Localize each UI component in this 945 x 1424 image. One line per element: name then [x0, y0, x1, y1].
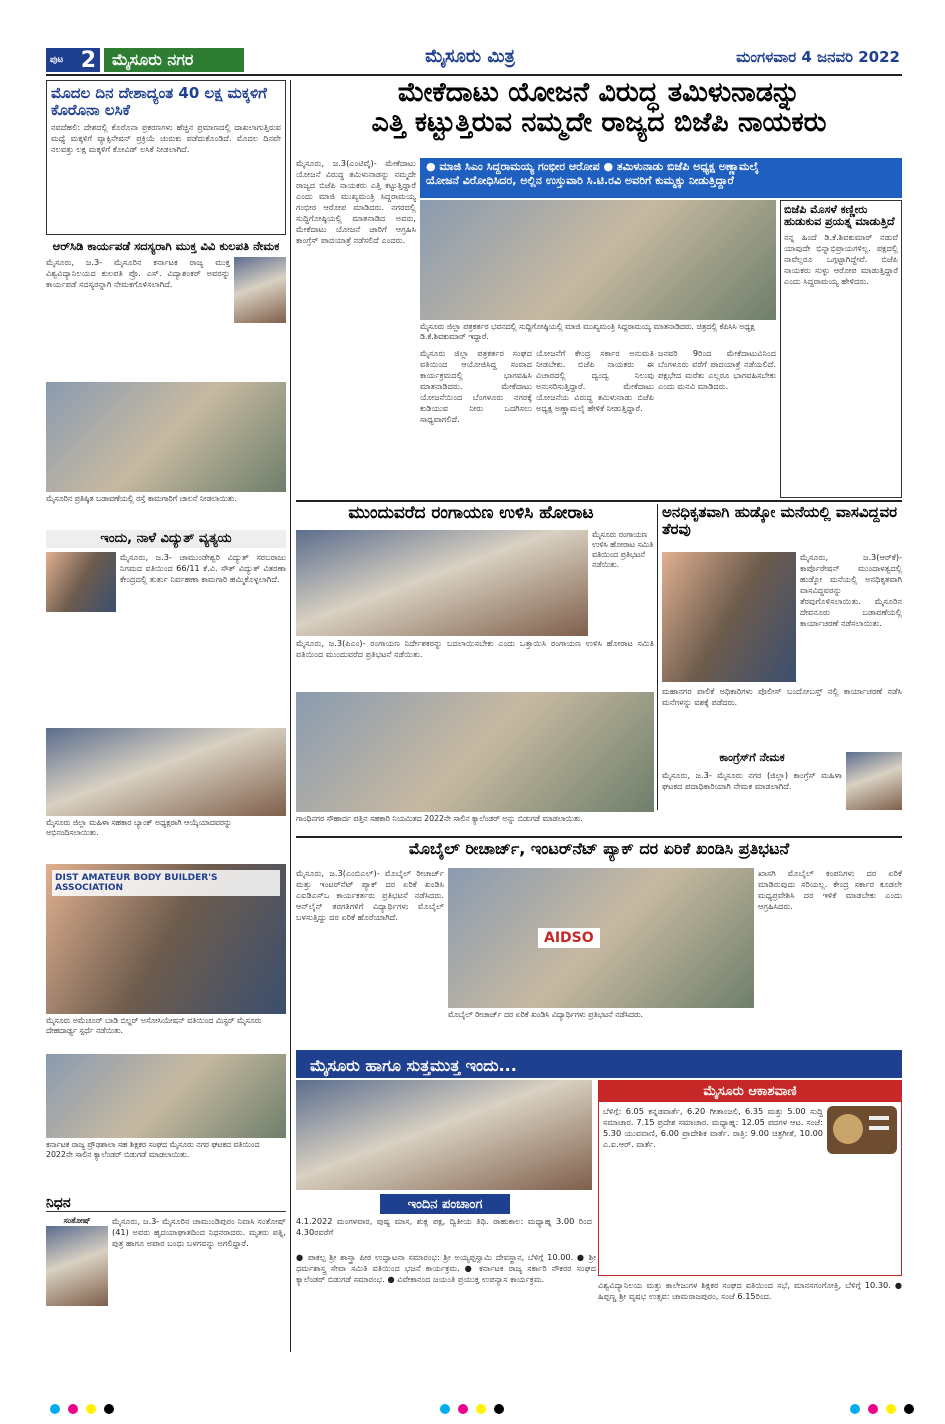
radio-icon	[827, 1106, 897, 1154]
page-label: ಪುಟ	[50, 55, 64, 65]
calendar-release-photo	[46, 1054, 286, 1138]
photo-caption: ಮೊಬೈಲ್ ರೀಚಾರ್ಜ್ ದರ ಏರಿಕೆ ಖಂಡಿಸಿ ವಿದ್ಯಾರ್ಥಿಗಳು ಪ್ರತಿಭಟನೆ ನಡೆಸಿದರು.	[448, 1010, 644, 1019]
side-quote-title: ಬಿಜೆಪಿ ಮೊಸಳೆ ಕಣ್ಣೀರು ಹುಡುಕುವ ಪ್ರಯತ್ನ ಮಾಡುತ್ತಿದೆ	[784, 203, 895, 229]
bodybuilding-photo	[46, 864, 286, 1014]
color-registration-marks	[850, 1404, 914, 1414]
lead-body-col4: ಜನವರಿ 9ರಿಂದ ಮೇಕೆದಾಟುವಿನಿಂದ ಬೆಂಗಳೂರು ವರೆಗೆ ಪಾದಯಾತ್ರೆ ನಡೆಯಲಿದೆ. ಪಕ್ಷಭೇದ ಮರೆತು ಎಲ್ಲರೂ ಭಾಗವಹಿಸಬೇಕು ಎಂದು ಮನವಿ ಮಾಡಿದರು.	[658, 348, 776, 391]
lead-headline-line1: ಮೇಕೆದಾಟು ಯೋಜನೆ ವಿರುದ್ಧ ತಮಿಳುನಾಡನ್ನು	[397, 78, 801, 108]
lead-headline-line2: ಎತ್ತಿ ಕಟ್ಟುತ್ತಿರುವ ನಮ್ಮದೇ ರಾಜ್ಯದ ಬಿಜೆಪಿ ನಾಯಕರು	[371, 106, 827, 138]
congress-appointment-title: ಕಾಂಗ್ರೆಸ್‌ಗೆ ನೇಮಕ	[719, 752, 785, 764]
mysore-palace-photo	[296, 1080, 592, 1190]
photo-caption: ಕರ್ನಾಟಕ ರಾಜ್ಯ ಪ್ರೌಢಶಾಲಾ ಸಹ ಶಿಕ್ಷಕರ ಸಂಘದ ಮೈಸೂರು ನಗರ ಘಟಕದ ವತಿಯಿಂದ 2022ನೇ ಸಾಲಿನ ಕ್ಯಾಲೆಂಡರ್ ಬಿಡುಗಡೆ ಮಾಡಲಾಯಿತು.	[46, 1140, 260, 1159]
event-banner-text: DIST AMATEUR BODY BUILDER'S ASSOCIATION	[52, 870, 280, 896]
panchanga-title: ಇಂದಿನ ಪಂಚಾಂಗ	[380, 1194, 510, 1214]
protest-sign-text: AIDSO	[538, 928, 600, 948]
akashavani-title: ಮೈಸೂರು ಆಕಾಶವಾಣಿ	[599, 1081, 901, 1102]
lead-body-col1: ಮೈಸೂರು, ಜ.3(ಎಂಟಿವೈ)- ಮೇಕೆದಾಟು ಯೋಜನೆ ವಿರುದ್ಧ ತಮಿಳುನಾಡನ್ನು ನಮ್ಮದೇ ರಾಜ್ಯದ ಬಿಜೆಪಿ ನಾಯಕರು ಎತ್ತಿ ಕಟ್ಟುತ್ತಿದ್ದಾರೆ ಎಂದು ಮಾಜಿ ಮುಖ್ಯಮಂತ್ರಿ ಸಿದ್ದರಾಮಯ್ಯ ಗಂಭೀರ ಆರೋಪ ಮಾಡಿದರು. ನಗರದಲ್ಲಿ ಸುದ್ದಿಗೋಷ್ಠಿಯಲ್ಲಿ ಮಾತನಾಡಿದ ಅವರು, ಮೇಕೆದಾಟು ಯೋಜನೆ ಜಾರಿಗೆ ಆಗ್ರಹಿಸಿ ಕಾಂಗ್ರೆಸ್ ಪಾದಯಾತ್ರೆ ನಡೆಸಲಿದೆ ಎಂದರು.	[296, 158, 416, 245]
eviction-photo	[662, 552, 796, 682]
issue-date: ಮಂಗಳವಾರ 4 ಜನವರಿ 2022	[736, 48, 900, 66]
mobile-body-right: ಖಾಸಗಿ ಮೊಬೈಲ್ ಕಂಪನಿಗಳು ದರ ಏರಿಕೆ ಮಾಡಿರುವುದು ಸರಿಯಲ್ಲ. ಕೇಂದ್ರ ಸರ್ಕಾರ ಕೂಡಲೇ ಮಧ್ಯಪ್ರವೇಶಿಸಿ ದರ ಇಳಿಕೆ ಮಾಡಬೇಕು ಎಂದು ಆಗ್ರಹಿಸಿದರು.	[758, 868, 902, 911]
article-title: ಮೊದಲ ದಿನ ದೇಶಾದ್ಯಂತ 40 ಲಕ್ಷ ಮಕ್ಕಳಿಗೆ ಕೊರೊನಾ ಲಸಿಕೆ	[51, 84, 267, 119]
page-number: 2	[80, 48, 96, 72]
photo-caption: ಮೈಸೂರು ಜಿಲ್ಲಾ ಮಹಿಳಾ ಸಹಕಾರ ಬ್ಯಾಂಕ್ ಅಧ್ಯಕ್ಷರಾಗಿ ಆಯ್ಕೆಯಾದವರನ್ನು ಅಭಿನಂದಿಸಲಾಯಿತು.	[46, 818, 232, 837]
rangayana-side-caption: ಮೈಸೂರು ರಂಗಾಯಣ ಉಳಿಸಿ ಹೋರಾಟ ಸಮಿತಿ ವತಿಯಿಂದ ಪ್ರತಿಭಟನೆ ನಡೆಯಿತು.	[592, 530, 654, 569]
section-name: ಮೈಸೂರು ನಗರ	[104, 48, 244, 72]
article-covid-vaccine	[46, 80, 286, 235]
rangayana-body: ಮೈಸೂರು, ಜ.3(ಪಿಎಂ)- ರಂಗಾಯಣ ನಿರ್ದೇಶಕರನ್ನು ಬದಲಾಯಿಸಬೇಕು ಎಂದು ಒತ್ತಾಯಿಸಿ ರಂಗಾಯಣ ಉಳಿಸಿ ಹೋರಾಟ ಸಮಿತಿ ವತಿಯಿಂದ ಮುಂದುವರೆದ ಪ್ರತಿಭಟನೆ ನಡೆಯಿತು.	[296, 638, 654, 659]
mobile-recharge-headline: ಮೊಬೈಲ್ ರೀಚಾರ್ಜ್, ಇಂಟರ್‌ನೆಟ್ ಪ್ಯಾಕ್ ದರ ಏರಿಕೆ ಖಂಡಿಸಿ ಪ್ರತಿಭಟನೆ	[408, 840, 790, 858]
rangayana-protest-photo	[296, 530, 588, 636]
rangayana-headline: ಮುಂದುವರೆದ ರಂಗಾಯಣ ಉಳಿಸಿ ಹೋರಾಟ	[348, 504, 594, 523]
today-banner: ಮೈಸೂರು ಹಾಗೂ ಸುತ್ತಮುತ್ತ ಇಂದು...	[296, 1050, 902, 1078]
lead-headline	[296, 78, 902, 156]
right-events: ವಿಶ್ವವಿದ್ಯಾನಿಲಯ ಮತ್ತು ಕಾಲೇಜುಗಳ ಶಿಕ್ಷಕರ ಸಂಘದ ವತಿಯಿಂದ ಸಭೆ, ಮಾನಸಗಂಗೋತ್ರಿ, ಬೆಳಿಗ್ಗೆ 10.30. ● ಹಿಪ್ಪಣ್ಣ ಶ್ರೀ ವೃಷಭ ಉತ್ಸವ: ಚಾಮರಾಜಪುರಂ, ಸಂಜೆ 6.15ರಿಂದ.	[598, 1280, 902, 1301]
article-power-cut	[46, 530, 286, 720]
obituary	[46, 1196, 286, 1352]
akashavani-box	[598, 1080, 902, 1276]
road-work-photo	[46, 382, 286, 492]
events-list: ● ಪಾಕಲ್ಪ ಶ್ರೀ ಶಾಸ್ತ್ರಾ ಪೀಠ ಉದ್ಘಾಟನಾ ಸಮಾರಂಭ: ಶ್ರೀ ಅಯ್ಯಪ್ಪಸ್ವಾಮಿ ದೇವಸ್ಥಾನ, ಬೆಳಿಗ್ಗೆ 10.00. ● ಶ್ರೀ ಧರ್ಮಶಾಸ್ತ್ರ ಸೇವಾ ಸಮಿತಿ ವತಿಯಿಂದ ಭಜನೆ ಕಾರ್ಯಕ್ರಮ. ● ಕರ್ನಾಟಕ ರಾಜ್ಯ ಸರ್ಕಾರಿ ನೌಕರರ ಸಂಘದ ಕ್ಯಾಲೆಂಡರ್ ಬಿಡುಗಡೆ ಸಮಾರಂಭ. ● ವಿವೇಕಾನಂದ ಜಯಂತಿ ಪ್ರಯುಕ್ತ ಉಪನ್ಯಾಸ ಕಾರ್ಯಕ್ರಮ.	[296, 1252, 596, 1284]
article-title: ಆರ್‌ಸಿಡಿ ಕಾರ್ಯಪಡೆ ಸದಸ್ಯರಾಗಿ ಮುಕ್ತ ವಿವಿ ಕುಲಪತಿ ನೇಮಕ	[52, 240, 280, 253]
mobile-body-left: ಮೈಸೂರು, ಜ.3(ಎಂಬಿಎಲ್)- ಮೊಬೈಲ್ ರೀಚಾರ್ಜ್ ಮತ್ತು ಇಂಟರ್‌ನೆಟ್ ಪ್ಯಾಕ್ ದರ ಏರಿಕೆ ಖಂಡಿಸಿ ಎಐಡಿಎಸ್‌ಒ ಕಾರ್ಯಕರ್ತರು ಪ್ರತಿಭಟನೆ ನಡೆಸಿದರು. ಆನ್‌ಲೈನ್ ತರಗತಿಗಳಿಗೆ ವಿದ್ಯಾರ್ಥಿಗಳು ಮೊಬೈಲ್ ಬಳಸುತ್ತಿದ್ದು ದರ ಏರಿಕೆ ಹೊರೆಯಾಗಿದೆ.	[296, 868, 444, 922]
photo-caption: ಮೈಸೂರಿನ ಪ್ರತಿಷ್ಠಿತ ಬಡಾವಣೆಯಲ್ಲಿ ರಸ್ತೆ ಕಾಮಗಾರಿಗೆ ಚಾಲನೆ ನೀಡಲಾಯಿತು.	[46, 494, 237, 503]
lead-body-col2: ಮೈಸೂರು ಜಿಲ್ಲಾ ಪತ್ರಕರ್ತರ ಸಂಘದ ವತಿಯಿಂದ ಆಯೋಜಿಸಿದ್ದ ಸಂವಾದ ಕಾರ್ಯಕ್ರಮದಲ್ಲಿ ಭಾಗವಹಿಸಿ ಮಾತನಾಡಿದರು. ಮೇಕೆದಾಟು ಯೋಜನೆಯಿಂದ ಬೆಂಗಳೂರು ನಗರಕ್ಕೆ ಕುಡಿಯುವ ನೀರು ಒದಗಿಸಲು ಸಾಧ್ಯವಾಗಲಿದೆ.	[420, 348, 532, 424]
side-quote-box	[780, 200, 902, 498]
illegal-occupants-body: ಮೈಸೂರು, ಜ.3(ಆರ್‌ಕೆ)- ಕಾರ್ಪೊರೇಷನ್ ಮುಂದಾಳತ್ವದಲ್ಲಿ ಹುಡ್ಕೋ ಮನೆಯಲ್ಲಿ ಅನಧಿಕೃತವಾಗಿ ವಾಸವಿದ್ದವರನ್ನು ತೆರವುಗೊಳಿಸಲಾಯಿತು. ಮೈಸೂರಿನ ದೇವನೂರು ಬಡಾವಣೆಯಲ್ಲಿ ಕಾರ್ಯಾಚರಣೆ ನಡೆಸಲಾಯಿತು.	[800, 552, 902, 628]
color-registration-marks	[50, 1404, 114, 1414]
press-meet-photo	[420, 200, 776, 320]
akashavani-schedule: ಬೆಳಿಗ್ಗೆ: 6.05 ಕನ್ನಡವಾರ್ತೆ, 6.20 ಗೀತಾಂಜಲಿ, 6.35 ಮತ್ತು 5.00 ಸುದ್ದಿ ಸಮಾಚಾರ. 7.15 ಪ್ರದೇಶ ಸಮಾಚಾರ. ಮಧ್ಯಾಹ್ನ: 12.05 ಪದಗಳ ಆಟ. ಸಂಜೆ: 5.30 ಯುವವಾಣಿ, 6.00 ಪ್ರಾದೇಶಿಕ ವಾರ್ತೆ. ರಾತ್ರಿ: 9.00 ಚಿತ್ರಗೀತೆ, 10.00 ಎ.ಐ.ಆರ್. ವಾರ್ತೆ.	[603, 1106, 823, 1149]
article-body: ಮೈಸೂರು, ಜ.3- ಮೈಸೂರಿನ ಕರ್ನಾಟಕ ರಾಜ್ಯ ಮುಕ್ತ ವಿಶ್ವವಿದ್ಯಾನಿಲಯದ ಕುಲಪತಿ ಪ್ರೊ. ಎಸ್. ವಿದ್ಯಾಶಂಕರ್ ಅವರನ್ನು ಕಾರ್ಯಪಡೆ ಸದಸ್ಯರನ್ನಾಗಿ ನೇಮಕಗೊಳಿಸಲಾಗಿದೆ.	[46, 256, 230, 289]
bank-felicitation-photo	[46, 728, 286, 816]
obituary-portrait	[46, 1226, 108, 1306]
calendar-release-photo-2	[296, 692, 654, 812]
panchanga-body: 4.1.2022 ಮಂಗಳವಾರ, ಪುಷ್ಯ ಮಾಸ, ಶುಕ್ಲ ಪಕ್ಷ, ದ್ವಿತೀಯ ತಿಥಿ. ರಾಹುಕಾಲ: ಮಧ್ಯಾಹ್ನ 3.00 ರಿಂದ 4.30ರವರೆಗೆ	[296, 1216, 592, 1237]
obituary-name: ಸಂತೋಷ್	[63, 1216, 91, 1226]
illegal-occupants-body-2: ಮಹಾನಗರ ಪಾಲಿಕೆ ಅಧಿಕಾರಿಗಳು ಪೊಲೀಸ್ ಬಂದೋಬಸ್ತ್ ನಲ್ಲಿ ಕಾರ್ಯಾಚರಣೆ ನಡೆಸಿ ಮನೆಗಳನ್ನು ವಶಕ್ಕೆ ಪಡೆದರು.	[662, 686, 902, 707]
page-number-tag	[46, 48, 100, 72]
photo-caption: ಗಾಂಧಿನಗರ ಸೌಹಾರ್ದ ಪತ್ತಿನ ಸಹಕಾರಿ ನಿಯಮಿತದ 2022ನೇ ಸಾಲಿನ ಕ್ಯಾಲೆಂಡರ್ ಅನ್ನು ಬಿಡುಗಡೆ ಮಾಡಲಾಯಿತು.	[296, 814, 583, 823]
lead-body-col3: ಯೋಜನೆಗೆ ಕೇಂದ್ರ ಸರ್ಕಾರ ಅನುಮತಿ ನೀಡಬೇಕು. ಬಿಜೆಪಿ ನಾಯಕರು ಈ ವಿಚಾರದಲ್ಲಿ ದ್ವಂದ್ವ ನಿಲುವು ಅನುಸರಿಸುತ್ತಿದ್ದಾರೆ. ಮೇಕೆದಾಟು ಯೋಜನೆಯ ವಿರುದ್ಧ ತಮಿಳುನಾಡು ಬಿಜೆಪಿ ಅಧ್ಯಕ್ಷ ಅಣ್ಣಾಮಲೈ ಹೇಳಿಕೆ ನೀಡುತ್ತಿದ್ದಾರೆ.	[536, 348, 654, 413]
portrait-photo	[234, 257, 286, 323]
article-rcd-taskforce	[46, 240, 286, 380]
article-body: ಮೈಸೂರು, ಜ.3- ಚಾಮುಂಡೇಶ್ವರಿ ವಿದ್ಯುತ್ ಸರಬರಾಜು ನಿಗಮದ ವತಿಯಿಂದ 66/11 ಕೆ.ವಿ. ಸೌತ್ ವಿದ್ಯುತ್ ವಿತರಣಾ ಕೇಂದ್ರದಲ್ಲಿ ತುರ್ತು ನಿರ್ವಹಣಾ ಕಾಮಗಾರಿ ಹಮ್ಮಿಕೊಳ್ಳಲಾಗಿದೆ.	[120, 552, 286, 585]
photo-caption: ಮೈಸೂರು ಅಮೆಚೂರ್ ಬಾಡಿ ಬಿಲ್ಡರ್ ಅಸೋಸಿಯೇಷನ್ ವತಿಯಿಂದ ಮಿಸ್ಟರ್ ಮೈಸೂರು ದೇಹದಾರ್ಢ್ಯ ಸ್ಪರ್ಧೆ ನಡೆಯಿತು.	[46, 1016, 262, 1035]
article-title: ಇಂದು, ನಾಳೆ ವಿದ್ಯುತ್ ವ್ಯತ್ಯಯ	[46, 530, 286, 548]
lead-subhead-line1: ● ಮಾಜಿ ಸಿಎಂ ಸಿದ್ದರಾಮಯ್ಯ ಗಂಭೀರ ಆರೋಪ ● ತಮಿಳುನಾಡು ಬಿಜೆಪಿ ಅಧ್ಯಕ್ಷ ಅಣ್ಣಾಮಲೈ	[426, 160, 759, 173]
appointee-portrait	[846, 752, 902, 810]
power-tower-photo	[46, 552, 116, 612]
obituary-title: ನಿಧನ	[46, 1196, 286, 1212]
illegal-occupants-headline: ಅನಧಿಕೃತವಾಗಿ ಹುಡ್ಕೋ ಮನೆಯಲ್ಲಿ ವಾಸವಿದ್ದವರ ತೆರವು	[662, 504, 898, 538]
newspaper-masthead: ಮೈಸೂರು ಮಿತ್ರ	[425, 46, 515, 67]
color-registration-marks	[440, 1404, 504, 1414]
obituary-body: ಮೈಸೂರು, ಜ.3- ಮೈಸೂರಿನ ಚಾಮುಂಡಿಪುರಂ ನಿವಾಸಿ ಸಂತೋಷ್ (41) ಅವರು ಹೃದಯಾಘಾತದಿಂದ ನಿಧನರಾದರು. ಮೃತರು ಪತ್ನಿ, ಪುತ್ರ ಹಾಗೂ ಅಪಾರ ಬಂಧು ಬಳಗವನ್ನು ಅಗಲಿದ್ದಾರೆ.	[112, 1216, 286, 1249]
lead-subhead-band	[420, 158, 902, 198]
side-quote-body: ನನ್ನ ಹಿಂದೆ ಡಿ.ಕೆ.ಶಿವಕುಮಾರ್ ನಡುವೆ ಯಾವುದೇ ಭಿನ್ನಾಭಿಪ್ರಾಯಗಳಿಲ್ಲ. ಪಕ್ಷದಲ್ಲಿ ನಾವೆಲ್ಲರೂ ಒಗ್ಗಟ್ಟಾಗಿದ್ದೇವೆ. ಬಿಜೆಪಿ ನಾಯಕರು ಸುಳ್ಳು ಆರೋಪ ಮಾಡುತ್ತಿದ್ದಾರೆ ಎಂದು ಸಿದ್ದರಾಮಯ್ಯ ಹೇಳಿದರು.	[784, 232, 898, 287]
mobile-protest-photo	[448, 868, 754, 1008]
photo-caption: ಮೈಸೂರು ಜಿಲ್ಲಾ ಪತ್ರಕರ್ತರ ಭವನದಲ್ಲಿ ಸುದ್ದಿಗೋಷ್ಠಿಯಲ್ಲಿ ಮಾಜಿ ಮುಖ್ಯಮಂತ್ರಿ ಸಿದ್ದರಾಮಯ್ಯ ಮಾತನಾಡಿದರು. ಚಿತ್ರದಲ್ಲಿ ಕೆಪಿಸಿಸಿ ಅಧ್ಯಕ್ಷ ಡಿ.ಕೆ.ಶಿವಕುಮಾರ್ ಇದ್ದಾರೆ.	[420, 322, 755, 341]
lead-subhead-line2: ಯೋಜನೆ ವಿರೋಧಿಸಿದರ, ಅಲ್ಲಿನ ಉಸ್ತುವಾರಿ ಸಿ.ಟಿ.ರವಿ ಅವರಿಗೆ ಕುಮ್ಮಕ್ಕು ನೀಡುತ್ತಿದ್ದಾರೆ	[426, 174, 734, 187]
article-body: ನವದೆಹಲಿ: ದೇಶದಲ್ಲಿ ಕೊರೊನಾ ಪ್ರಕರಣಗಳು ಹೆಚ್ಚಿನ ಪ್ರಮಾಣದಲ್ಲಿ ದಾಖಲಾಗುತ್ತಿರುವ ಮಧ್ಯೆ ಮಕ್ಕಳಿಗೆ ವ್ಯಾಕ್ಸಿನೇಷನ್ ಪ್ರಕ್ರಿಯೆ ಚುರುಕು ಪಡೆದುಕೊಂಡಿದೆ. ಮೊದಲ ದಿನವೇ ನಲವತ್ತು ಲಕ್ಷ ಮಕ್ಕಳಿಗೆ ಕೋವಿಡ್ ಲಸಿಕೆ ನೀಡಲಾಗಿದೆ.	[51, 122, 281, 154]
congress-appointment-body: ಮೈಸೂರು, ಜ.3- ಮೈಸೂರು ನಗರ (ಜಿಲ್ಲಾ) ಕಾಂಗ್ರೆಸ್ ಮಹಿಳಾ ಘಟಕದ ಪದಾಧಿಕಾರಿಯಾಗಿ ನೇಮಕ ಮಾಡಲಾಗಿದೆ.	[662, 770, 842, 791]
